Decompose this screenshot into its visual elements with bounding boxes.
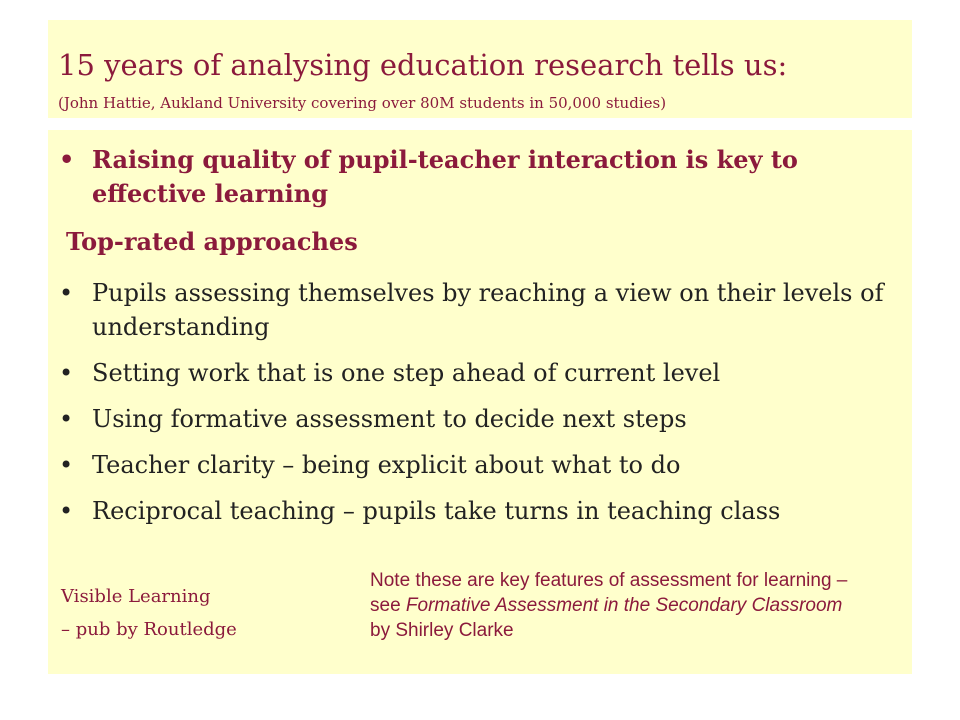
list-item: [59, 402, 892, 436]
approach-text: Teacher clarity – being explicit about what to do: [92, 451, 681, 479]
bullet-icon: •: [59, 497, 74, 525]
bullet-icon: •: [59, 405, 74, 433]
note-book-title: Formative Assessment in the Secondary Classroom: [405, 595, 843, 616]
key-point: [59, 143, 892, 211]
slide-subtitle: (John Hattie, Aukland University covering over 80M students in 50,000 studies): [58, 94, 667, 112]
source-publisher: – pub by Routledge: [61, 619, 237, 640]
title-panel: [48, 20, 912, 118]
list-item: [59, 448, 892, 482]
slide-title: 15 years of analysing education research tells us:: [58, 48, 788, 82]
bullet-icon: •: [59, 451, 74, 479]
bullet-icon: •: [59, 145, 75, 174]
list-item: [59, 356, 892, 390]
approach-text: Pupils assessing themselves by reaching a view on their levels of understanding: [92, 279, 884, 341]
approach-text: Reciprocal teaching – pupils take turns in teaching class: [92, 497, 781, 525]
list-item: [59, 494, 892, 528]
note-intro: Note these are key features of assessment for learning – see: [370, 570, 848, 616]
bullet-icon: •: [59, 359, 74, 387]
approaches-heading: Top-rated approaches: [66, 227, 358, 256]
bullet-icon: •: [59, 279, 74, 307]
assessment-note: [370, 568, 850, 643]
list-item: [59, 276, 892, 344]
source-book: Visible Learning: [61, 586, 211, 607]
content-panel: [48, 130, 912, 674]
key-point-text: Raising quality of pupil-teacher interaction is key to effective learning: [92, 145, 798, 208]
approach-text: Using formative assessment to decide next steps: [92, 405, 687, 433]
note-author: by Shirley Clarke: [370, 620, 514, 641]
approach-text: Setting work that is one step ahead of current level: [92, 359, 721, 387]
